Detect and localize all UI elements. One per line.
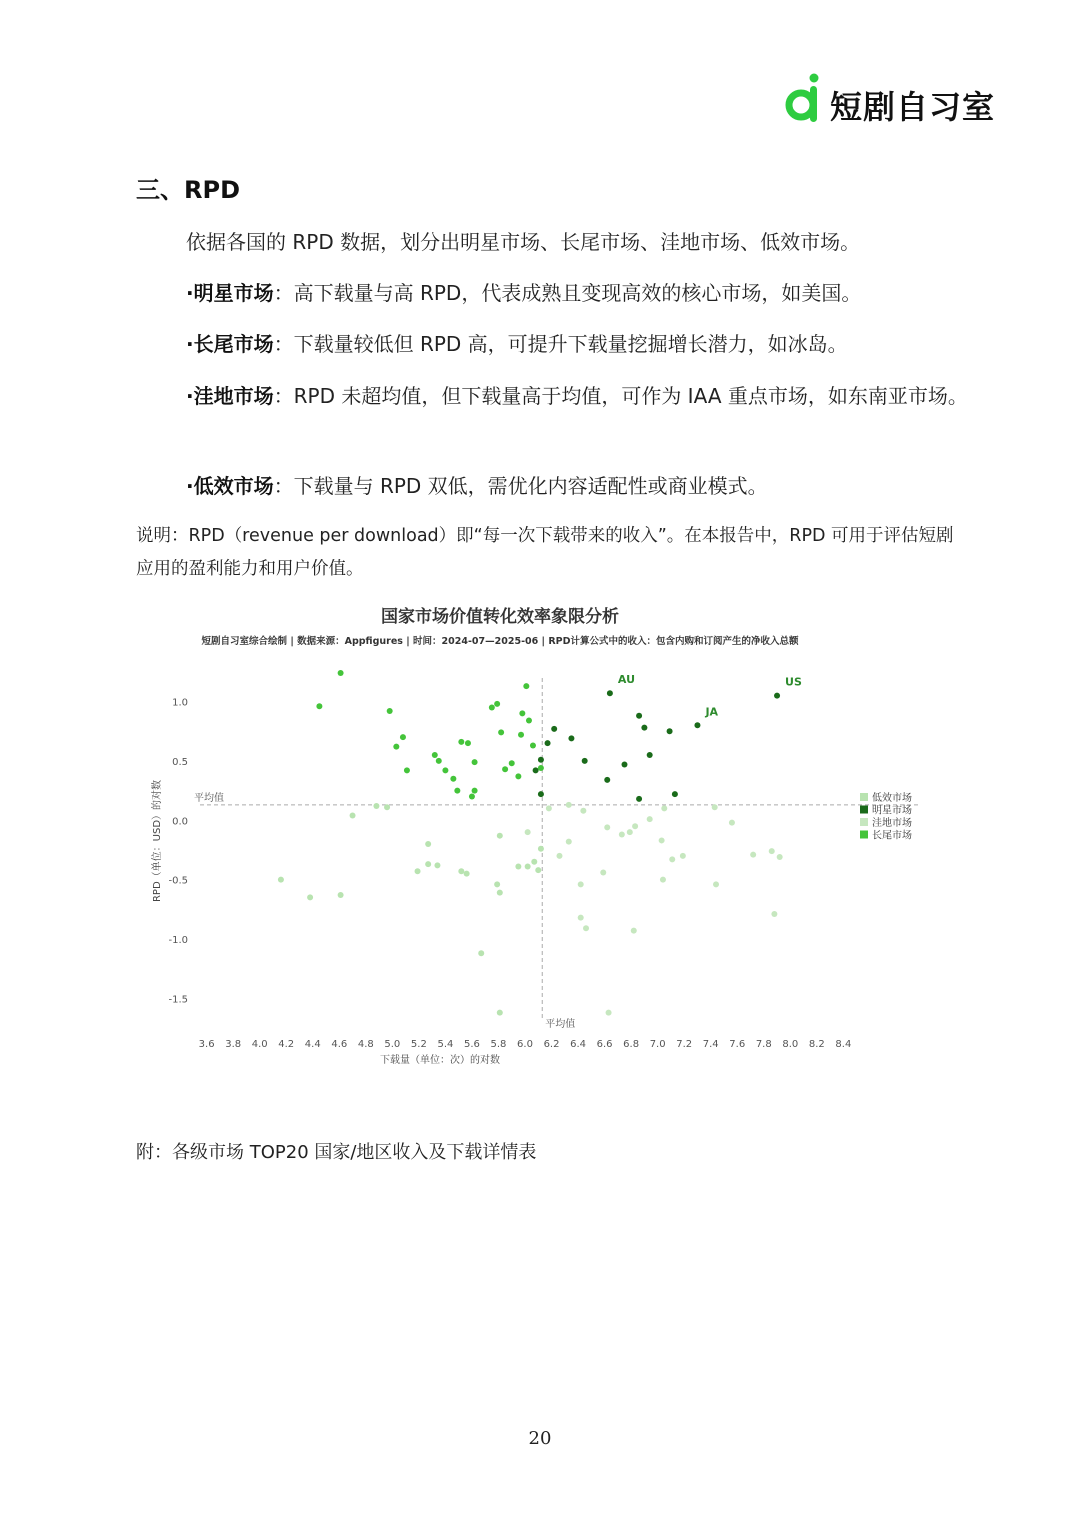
point-label: AU [617,673,636,687]
bullet-depression-market [136,377,968,415]
x-tick-label: 6.6 [596,1039,613,1050]
mean-x-label: 平均值 [545,1019,576,1030]
y-tick-label: -1.5 [168,994,188,1006]
scatter-point-4 [494,701,500,707]
x-tick-label: 4.2 [278,1039,295,1050]
x-tick-label: 5.8 [490,1039,507,1050]
scatter-point-1 [538,846,544,852]
scatter-point-1 [497,833,503,839]
scatter-point-2 [568,735,574,741]
y-axis-label: RPD（单位：USD）的对数 [152,779,163,903]
quadrant-scatter-chart [140,598,940,1082]
scatter-point-3 [566,839,572,845]
scatter-point-1 [535,867,541,873]
x-tick-label: 5.0 [384,1039,401,1050]
y-tick-label: 1.0 [172,697,188,709]
x-tick-label: 6.0 [517,1039,533,1050]
y-tick-label: 0.5 [172,756,188,768]
scatter-point-3 [631,928,637,934]
x-tick-label: 5.4 [437,1039,454,1050]
scatter-point-1 [425,861,431,867]
point-label: US [785,675,802,689]
scatter-point-4 [400,734,406,740]
scatter-point-2 [538,791,544,797]
scatter-point-1 [515,864,521,870]
scatter-point-4 [472,759,478,765]
scatter-point-2 [694,722,700,728]
legend-swatch [860,818,868,826]
x-tick-label: 5.2 [410,1039,427,1050]
scatter-point-4 [469,794,475,800]
x-tick-label: 4.4 [304,1039,321,1050]
scatter-point-1 [497,1010,503,1016]
scatter-point-3 [627,829,633,835]
bullet-separator: ： [273,384,294,408]
bullet-term: ·洼地市场 [186,384,274,408]
scatter-point-4 [338,670,344,676]
scatter-point-1 [425,841,431,847]
scatter-point-4 [404,767,410,773]
scatter-point-2 [774,693,780,699]
x-tick-label: 4.8 [357,1039,374,1050]
scatter-point-4 [498,729,504,735]
scatter-point-3 [680,853,686,859]
legend-label: 低效市场 [872,793,912,804]
scatter-point-4 [454,788,460,794]
scatter-point-3 [713,881,719,887]
scatter-point-2 [582,758,588,764]
bullet-inefficient-market [186,467,986,505]
scatter-point-3 [712,804,718,810]
bullet-term: ·长尾市场 [186,332,274,356]
scatter-point-2 [551,726,557,732]
scatter-point-2 [636,796,642,802]
appendix-caption: 附：各级市场 TOP20 国家/地区收入及下载详情表 [136,1142,537,1163]
scatter-point-4 [518,732,524,738]
scatter-point-4 [432,752,438,758]
legend-label: 明星市场 [872,805,912,817]
scatter-point-1 [531,859,537,865]
legend-swatch [860,806,868,814]
scatter-point-4 [472,788,478,794]
scatter-point-1 [278,877,284,883]
scatter-point-4 [316,703,322,709]
x-tick-label: 4.6 [331,1039,348,1050]
scatter-point-3 [771,911,777,917]
x-tick-label: 4.0 [251,1039,268,1050]
scatter-point-3 [661,805,667,811]
bullet-long-tail-market [186,325,986,363]
scatter-point-2 [647,752,653,758]
legend-label: 洼地市场 [872,818,912,829]
scatter-point-2 [672,791,678,797]
scatter-point-1 [415,868,421,874]
scatter-point-3 [606,1010,612,1016]
scatter-point-1 [497,890,503,896]
bullet-text: 高下载量与高 RPD，代表成熟且变现高效的核心市场，如美国。 [293,281,862,305]
scatter-point-3 [525,829,531,835]
x-tick-label: 8.0 [782,1039,799,1050]
scatter-point-2 [607,690,613,696]
scatter-point-3 [647,816,653,822]
scatter-point-3 [580,808,586,814]
x-tick-label: 6.2 [543,1039,560,1050]
scatter-point-2 [621,761,627,767]
plot-area [168,670,920,1050]
scatter-point-1 [307,894,313,900]
brand-logo-icon [784,72,824,128]
scatter-point-3 [578,881,584,887]
bullet-term: ·低效市场 [186,474,274,498]
scatter-point-4 [526,718,532,724]
scatter-point-2 [636,713,642,719]
scatter-point-4 [509,760,515,766]
bullet-text: 下载量较低但 RPD 高，可提升下载量挖掘增长潜力，如冰岛。 [293,332,848,356]
bullet-separator: ： [273,332,294,356]
scatter-point-3 [600,869,606,875]
scatter-point-2 [604,777,610,783]
scatter-point-4 [515,773,521,779]
scatter-point-4 [519,710,525,716]
x-tick-label: 8.4 [835,1039,852,1050]
x-tick-label: 8.2 [808,1039,825,1050]
x-tick-label: 6.4 [570,1039,587,1050]
scatter-point-4 [442,767,448,773]
brand-name: 短剧自习室 [830,88,996,126]
scatter-point-1 [350,813,356,819]
scatter-point-2 [641,725,647,731]
mean-y-label: 平均值 [194,792,224,804]
scatter-point-3 [632,823,638,829]
x-tick-label: 7.6 [729,1039,746,1050]
scatter-point-2 [667,728,673,734]
scatter-point-4 [465,740,471,746]
scatter-point-3 [556,853,562,859]
x-tick-label: 3.6 [198,1039,215,1050]
scatter-point-3 [750,852,756,858]
bullet-separator: ： [273,474,294,498]
x-tick-label: 7.2 [676,1039,693,1050]
x-tick-label: 3.8 [225,1039,242,1050]
chart-title: 国家市场价值转化效率象限分析 [381,607,619,627]
scatter-point-3 [583,925,589,931]
scatter-point-3 [660,877,666,883]
bullet-text: 下载量与 RPD 双低，需优化内容适配性或商业模式。 [293,474,768,498]
scatter-point-3 [669,856,675,862]
scatter-point-1 [338,892,344,898]
scatter-point-1 [525,864,531,870]
scatter-point-4 [530,742,536,748]
chart-subtitle: 短剧自习室综合绘制 | 数据来源：Appfigures | 时间：2024-07—2025-06 | RPD计算公式中的收入：包含内购和订阅产生的净收入总额 [201,636,799,647]
scatter-point-3 [546,805,552,811]
x-tick-label: 5.6 [463,1039,480,1050]
brand-logo [784,72,996,128]
scatter-point-4 [450,776,456,782]
x-tick-label: 7.0 [649,1039,666,1050]
bullet-text: RPD 未超均值，但下载量高于均值，可作为 IAA 重点市场，如东南亚市场。 [293,384,968,408]
legend-swatch [860,831,868,839]
scatter-point-1 [494,881,500,887]
scatter-point-1 [434,862,440,868]
scatter-point-4 [458,739,464,745]
point-label: JA [705,705,719,719]
scatter-point-3 [769,848,775,854]
scatter-point-3 [659,837,665,843]
scatter-point-4 [502,766,508,772]
scatter-point-4 [393,744,399,750]
y-tick-label: -1.0 [168,934,188,946]
x-tick-label: 7.8 [755,1039,772,1050]
scatter-point-3 [777,854,783,860]
legend-swatch [860,793,868,801]
scatter-point-1 [373,803,379,809]
section-title: 三、RPD [136,176,240,204]
scatter-point-2 [545,740,551,746]
scatter-point-1 [478,950,484,956]
x-tick-label: 6.8 [623,1039,640,1050]
scatter-point-3 [619,832,625,838]
intro-paragraph: 依据各国的 RPD 数据，划分出明星市场、长尾市场、洼地市场、低效市场。 [186,230,861,254]
bullet-term: ·明星市场 [186,281,274,305]
page-number: 20 [528,1428,552,1449]
scatter-point-3 [578,915,584,921]
rpd-note: 说明：RPD（revenue per download）即“每一次下载带来的收入”。在本报告中，RPD 可用于评估短剧应用的盈利能力和用户价值。 [136,526,954,579]
scatter-point-4 [489,704,495,710]
y-tick-label: 0.0 [172,816,188,828]
scatter-point-4 [523,683,529,689]
y-tick-label: -0.5 [168,875,188,887]
bullet-star-market [186,274,986,312]
scatter-point-1 [458,868,464,874]
x-tick-label: 7.4 [702,1039,719,1050]
scatter-point-1 [464,871,470,877]
scatter-point-1 [384,804,390,810]
scatter-point-4 [387,708,393,714]
scatter-point-2 [538,757,544,763]
scatter-point-4 [436,758,442,764]
scatter-point-4 [538,765,544,771]
scatter-point-3 [729,820,735,826]
legend-label: 长尾市场 [872,830,912,842]
scatter-point-2 [533,767,539,773]
chart-svg [140,598,940,1078]
x-axis-label: 下载量（单位：次）的对数 [380,1055,500,1066]
scatter-point-3 [566,802,572,808]
scatter-point-3 [604,824,610,830]
bullet-separator: ： [273,281,294,305]
